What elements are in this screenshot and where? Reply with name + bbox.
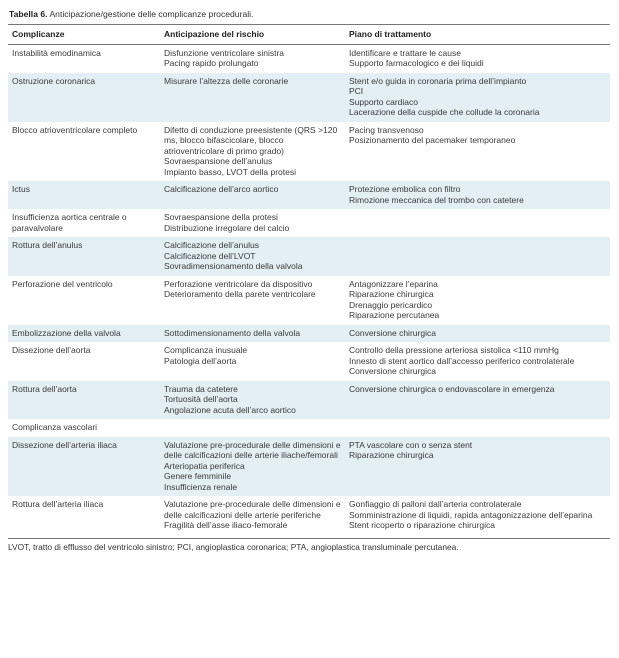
table-caption	[9, 8, 610, 20]
cell-rischio	[160, 325, 345, 343]
cell-trattamento	[345, 276, 610, 325]
cell-trattamento	[345, 437, 610, 497]
cell-rischio	[160, 122, 345, 182]
cell-complicanza	[8, 496, 160, 535]
cell-line: PTA vascolare con o senza stent	[349, 439, 473, 450]
cell-rischio	[160, 181, 345, 209]
cell-line: Valutazione pre-procedurale delle dimensioni e delle calcificazioni delle arterie periferiche	[164, 499, 341, 520]
complications-table	[8, 24, 610, 535]
header-row	[8, 25, 610, 45]
cell-line: Riparazione chirurgica	[349, 450, 434, 460]
cell-rischio	[160, 437, 345, 497]
table-row	[8, 419, 610, 437]
table-row	[8, 342, 610, 381]
cell-line: Complicanza vascolari	[12, 422, 98, 432]
cell-line: Rimozione meccanica del trombo con catetere	[349, 194, 524, 205]
cell-line: Stent e/o guida in coronaria prima dell’impianto	[349, 75, 527, 86]
header-piano: Piano di trattamento	[345, 25, 610, 45]
cell-line: Identificare e trattare le cause	[349, 47, 461, 58]
table-row	[8, 325, 610, 343]
cell-line: Complicanza inusuale	[164, 345, 248, 355]
cell-complicanza	[8, 122, 160, 182]
cell-line: Instabilità emodinamica	[12, 47, 101, 58]
cell-line: Distribuzione irregolare del calcio	[164, 222, 290, 233]
cell-line: Riparazione percutanea	[349, 310, 440, 320]
cell-line: Patologia dell’aorta	[164, 355, 237, 366]
cell-line: Impianto basso, LVOT della protesi	[164, 166, 296, 177]
cell-complicanza	[8, 437, 160, 497]
cell-complicanza	[8, 342, 160, 381]
cell-line: Calcificazione dell’LVOT	[164, 250, 256, 261]
cell-line: Posizionamento del pacemaker temporaneo	[349, 135, 516, 145]
cell-line: Rottura dell’arteria iliaca	[12, 499, 104, 509]
cell-line: Conversione chirurgica	[349, 366, 436, 376]
cell-line: Tortuosità dell’aorta	[164, 394, 238, 404]
cell-line: Disfunzione ventricolare sinistra	[164, 47, 284, 58]
cell-line: Sovradimensionamento della valvola	[164, 261, 303, 271]
cell-complicanza	[8, 209, 160, 237]
cell-line: Sovraespansione dell’anulus	[164, 156, 273, 166]
cell-complicanza	[8, 181, 160, 209]
cell-complicanza	[8, 325, 160, 343]
cell-complicanza	[8, 276, 160, 325]
cell-line: Insufficienza renale	[164, 481, 238, 492]
cell-line: Rottura dell’aorta	[12, 383, 77, 394]
cell-trattamento	[345, 419, 610, 437]
cell-line: Fragilità dell’asse iliaco-femorale	[164, 520, 288, 530]
cell-complicanza	[8, 381, 160, 420]
cell-rischio	[160, 73, 345, 122]
table-row	[8, 276, 610, 325]
cell-line: Stent ricoperto o riparazione chirurgica	[349, 520, 495, 530]
table-body	[8, 44, 610, 535]
cell-trattamento	[345, 381, 610, 420]
cell-trattamento	[345, 181, 610, 209]
cell-line: Dissezione dell’aorta	[12, 345, 91, 355]
cell-line: Pacing transvenoso	[349, 124, 424, 135]
cell-rischio	[160, 276, 345, 325]
cell-line: PCI	[349, 86, 364, 96]
cell-line: Difetto di conduzione preesistente (QRS >120 ms, blocco bifascicolare, blocco atrioventricolare di primo grado)	[164, 124, 338, 156]
cell-line: Antagonizzare l’eparina	[349, 278, 438, 289]
table-footnote: LVOT, tratto di efflusso del ventricolo sinistro; PCI, angioplastica coronarica; PTA, angioplastica transluminale percutanea.	[8, 538, 610, 553]
cell-trattamento	[345, 209, 610, 237]
cell-line: Gonfiaggio di palloni dall’arteria controlaterale	[349, 499, 522, 509]
cell-line: Sovraespansione della protesi	[164, 212, 278, 222]
cell-rischio	[160, 381, 345, 420]
cell-rischio	[160, 209, 345, 237]
cell-trattamento	[345, 73, 610, 122]
table-row	[8, 181, 610, 209]
cell-line: Blocco atrioventricolare completo	[12, 124, 138, 135]
cell-line: Valutazione pre-procedurale delle dimensioni e delle calcificazioni delle arterie iliache/femorali	[164, 439, 341, 460]
cell-line: Genere femminile	[164, 471, 232, 481]
cell-complicanza	[8, 237, 160, 276]
cell-line: Pacing rapido prolungato	[164, 58, 259, 68]
cell-line: Embolizzazione della valvola	[12, 327, 121, 338]
cell-line: Calcificazione dell’arco aortico	[164, 184, 279, 194]
cell-complicanza	[8, 73, 160, 122]
cell-line: Supporto farmacologico e dei liquidi	[349, 58, 484, 68]
table-caption-label: Tabella 6.	[9, 9, 48, 19]
cell-line: Trauma da catetere	[164, 383, 238, 394]
cell-line: Drenaggio pericardico	[349, 299, 433, 310]
header-complicanze: Complicanze	[8, 25, 160, 45]
cell-line: Controllo della pressione arteriosa sistolica <110 mmHg	[349, 345, 559, 355]
cell-line: Dissezione dell’arteria iliaca	[12, 439, 117, 450]
table-row	[8, 381, 610, 420]
cell-line: Deterioramento della parete ventricolare	[164, 289, 316, 299]
cell-line: Lacerazione della cuspide che collude la coronaria	[349, 107, 540, 117]
cell-trattamento	[345, 122, 610, 182]
cell-rischio	[160, 342, 345, 381]
cell-line: Calcificazione dell’anulus	[164, 240, 259, 250]
cell-line: Perforazione del ventricolo	[12, 278, 113, 289]
cell-line: Conversione chirurgica o endovascolare in emergenza	[349, 383, 555, 394]
table-row	[8, 237, 610, 276]
cell-trattamento	[345, 44, 610, 73]
cell-trattamento	[345, 496, 610, 535]
cell-line: Misurare l’altezza delle coronarie	[164, 75, 289, 86]
table-row	[8, 73, 610, 122]
cell-line: Riparazione chirurgica	[349, 289, 434, 299]
cell-rischio	[160, 237, 345, 276]
cell-trattamento	[345, 342, 610, 381]
cell-line: Angolazione acuta dell’arco aortico	[164, 404, 296, 415]
cell-line: Ostruzione coronarica	[12, 75, 96, 86]
cell-line: Somministrazione di liquidi, rapida antagonizzazione dell’eparina	[349, 509, 593, 520]
cell-trattamento	[345, 325, 610, 343]
table-row	[8, 437, 610, 497]
table-container	[8, 8, 610, 553]
cell-line: Innesto di stent aortico dall’accesso periferico controlaterale	[349, 355, 575, 366]
header-anticipazione: Anticipazione del rischio	[160, 25, 345, 45]
cell-complicanza	[8, 44, 160, 73]
cell-line: Conversione chirurgica	[349, 327, 436, 338]
cell-rischio	[160, 44, 345, 73]
cell-line: Arteriopatia periferica	[164, 460, 245, 471]
cell-line: Perforazione ventricolare da dispositivo	[164, 278, 313, 289]
cell-line: Rottura dell’anulus	[12, 240, 83, 250]
cell-line: Insufficienza aortica centrale o paravalvolare	[12, 212, 127, 233]
cell-complicanza	[8, 419, 160, 437]
table-row	[8, 122, 610, 182]
table-caption-text: Anticipazione/gestione delle complicanze procedurali.	[49, 9, 254, 19]
cell-line: Supporto cardiaco	[349, 96, 418, 107]
cell-rischio	[160, 419, 345, 437]
cell-line: Sottodimensionamento della valvola	[164, 327, 301, 338]
cell-trattamento	[345, 237, 610, 276]
cell-line: Ictus	[12, 184, 30, 194]
cell-rischio	[160, 496, 345, 535]
table-row	[8, 44, 610, 73]
cell-line: Protezione embolica con filtro	[349, 184, 461, 194]
table-row	[8, 209, 610, 237]
table-row	[8, 496, 610, 535]
